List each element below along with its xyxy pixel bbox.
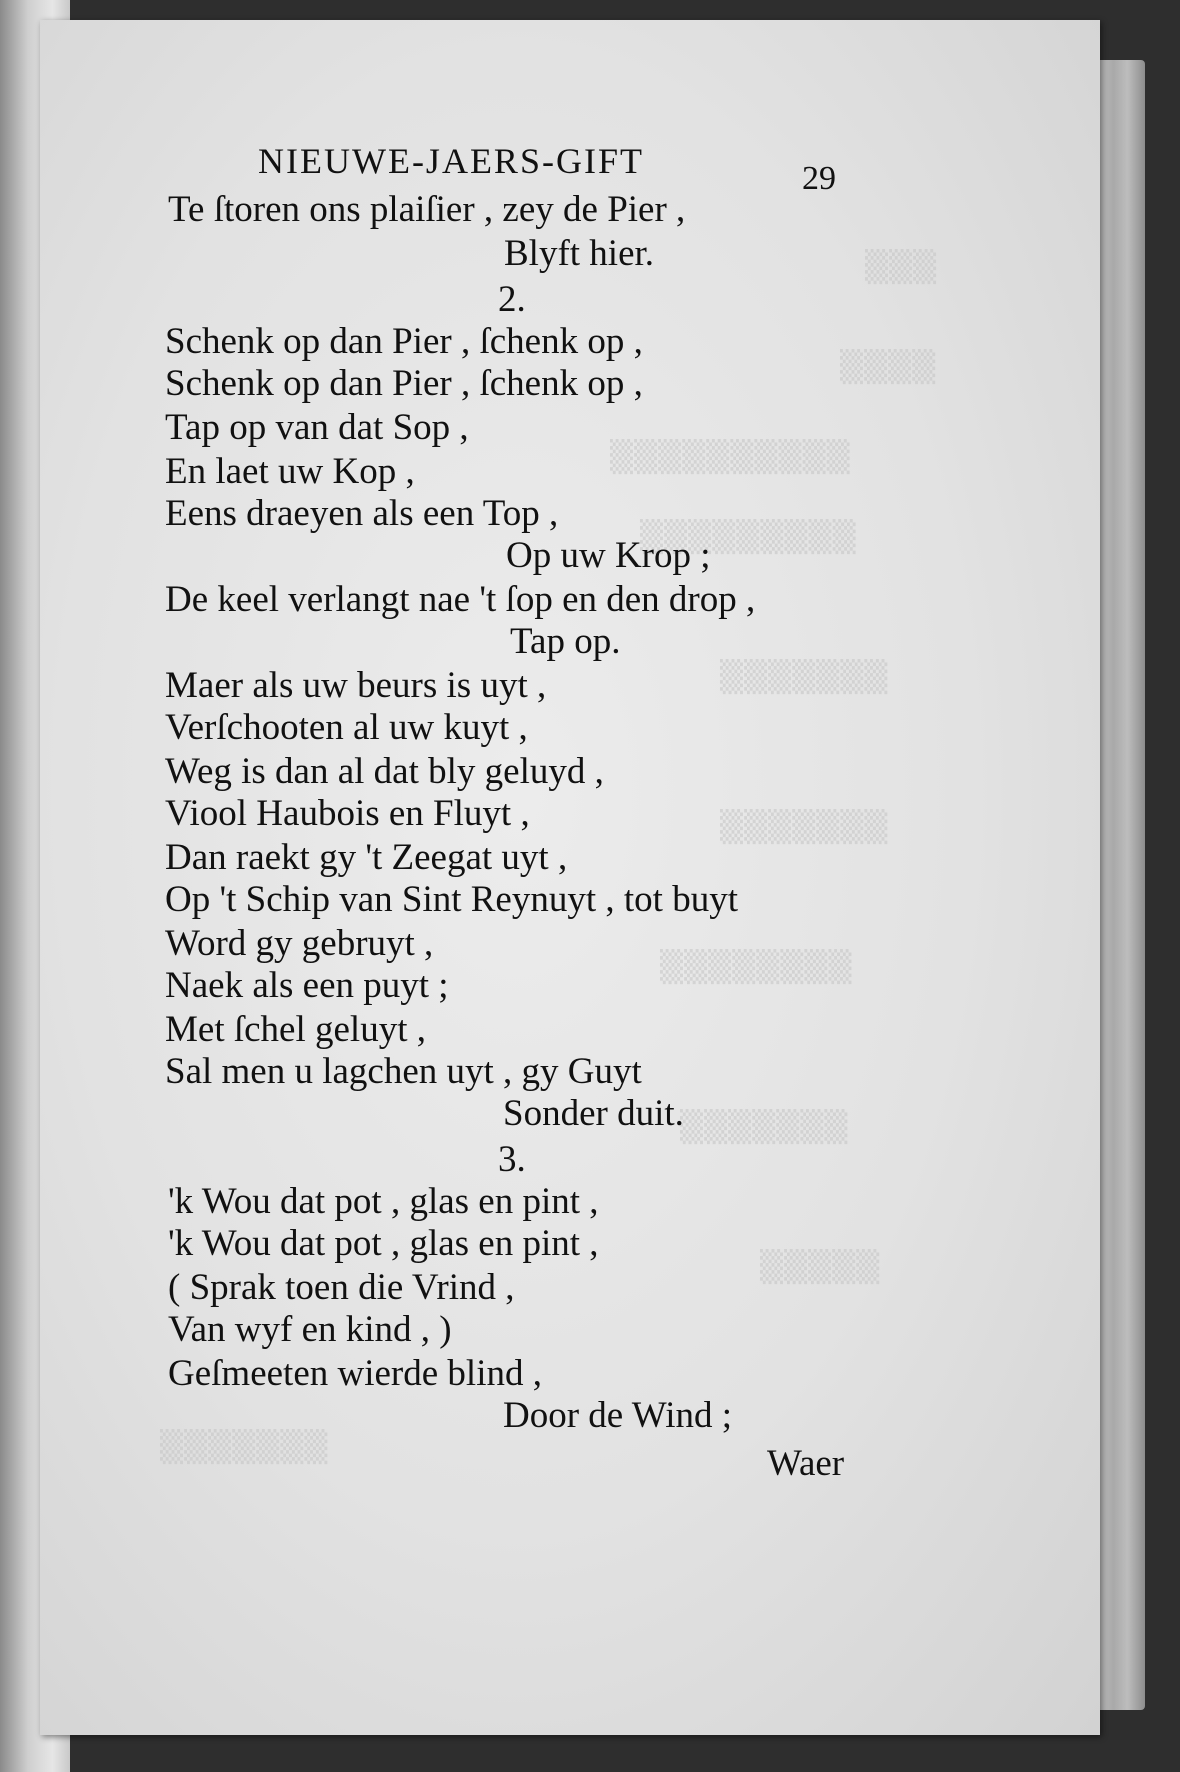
verse-line: Door de Wind ;: [503, 1395, 733, 1436]
verse-line: Op 't Schip van Sint Reynuyt , tot buyt: [165, 879, 738, 920]
catchword: Waer: [767, 1443, 845, 1484]
show-through: ▒▒▒▒▒▒▒: [680, 1110, 849, 1145]
show-through: ▒▒▒▒▒▒▒: [720, 660, 889, 695]
show-through: ▒▒▒▒: [840, 350, 937, 385]
verse-line: En laet uw Kop ,: [165, 451, 415, 492]
running-header: NIEUWE-JAERS-GIFT: [258, 141, 644, 181]
verse-line: Dan raekt gy 't Zeegat uyt ,: [165, 837, 568, 878]
verse-line: Sal men u lagchen uyt , gy Guyt: [165, 1051, 642, 1092]
verse-line: Weg is dan al dat bly geluyd ,: [165, 751, 604, 792]
stanza-number: 3.: [498, 1139, 526, 1180]
verse-line: ( Sprak toen die Vrind ,: [168, 1267, 515, 1308]
verse-line: Blyft hier.: [504, 233, 655, 274]
verse-line: Naek als een puyt ;: [165, 965, 449, 1006]
verse-line: Verſchooten al uw kuyt ,: [165, 707, 528, 748]
verse-line: Maer als uw beurs is uyt ,: [165, 665, 547, 706]
verse-line: 'k Wou dat pot , glas en pint ,: [168, 1223, 599, 1264]
verse-line: Tap op van dat Sop ,: [165, 407, 469, 448]
verse-line: Eens draeyen als een Top ,: [165, 493, 559, 534]
show-through: ▒▒▒▒▒▒▒▒▒▒: [610, 440, 851, 475]
verse-line: Schenk op dan Pier , ſchenk op ,: [165, 363, 643, 404]
verse-line: Geſmeeten wierde blind ,: [168, 1353, 542, 1394]
show-through: ▒▒▒▒▒▒▒▒: [660, 950, 853, 985]
verse-line: Viool Haubois en Fluyt ,: [165, 793, 530, 834]
show-through: ▒▒▒: [865, 250, 938, 285]
show-through: ▒▒▒▒▒▒▒▒▒: [640, 520, 857, 555]
stanza-number: 2.: [498, 279, 526, 320]
show-through: ▒▒▒▒▒▒▒: [720, 810, 889, 845]
verse-line: Tap op.: [510, 621, 621, 662]
verse-line: Van wyf en kind , ): [168, 1309, 452, 1350]
verse-line: Met ſchel geluyt ,: [165, 1009, 426, 1050]
verse-line: Schenk op dan Pier , ſchenk op ,: [165, 321, 643, 362]
show-through: ▒▒▒▒▒: [760, 1250, 881, 1285]
verse-line: Te ſtoren ons plaiſier , zey de Pier ,: [168, 189, 686, 230]
verse-line: Sonder duit.: [503, 1093, 684, 1134]
verse-line: 'k Wou dat pot , glas en pint ,: [168, 1181, 599, 1222]
verse-line: Op uw Krop ;: [506, 535, 711, 576]
verse-line: Word gy gebruyt ,: [165, 923, 434, 964]
page-number: 29: [802, 160, 836, 197]
verse-line: De keel verlangt nae 't ſop en den drop ,: [165, 579, 756, 620]
show-through: ▒▒▒▒▒▒▒: [160, 1430, 329, 1465]
